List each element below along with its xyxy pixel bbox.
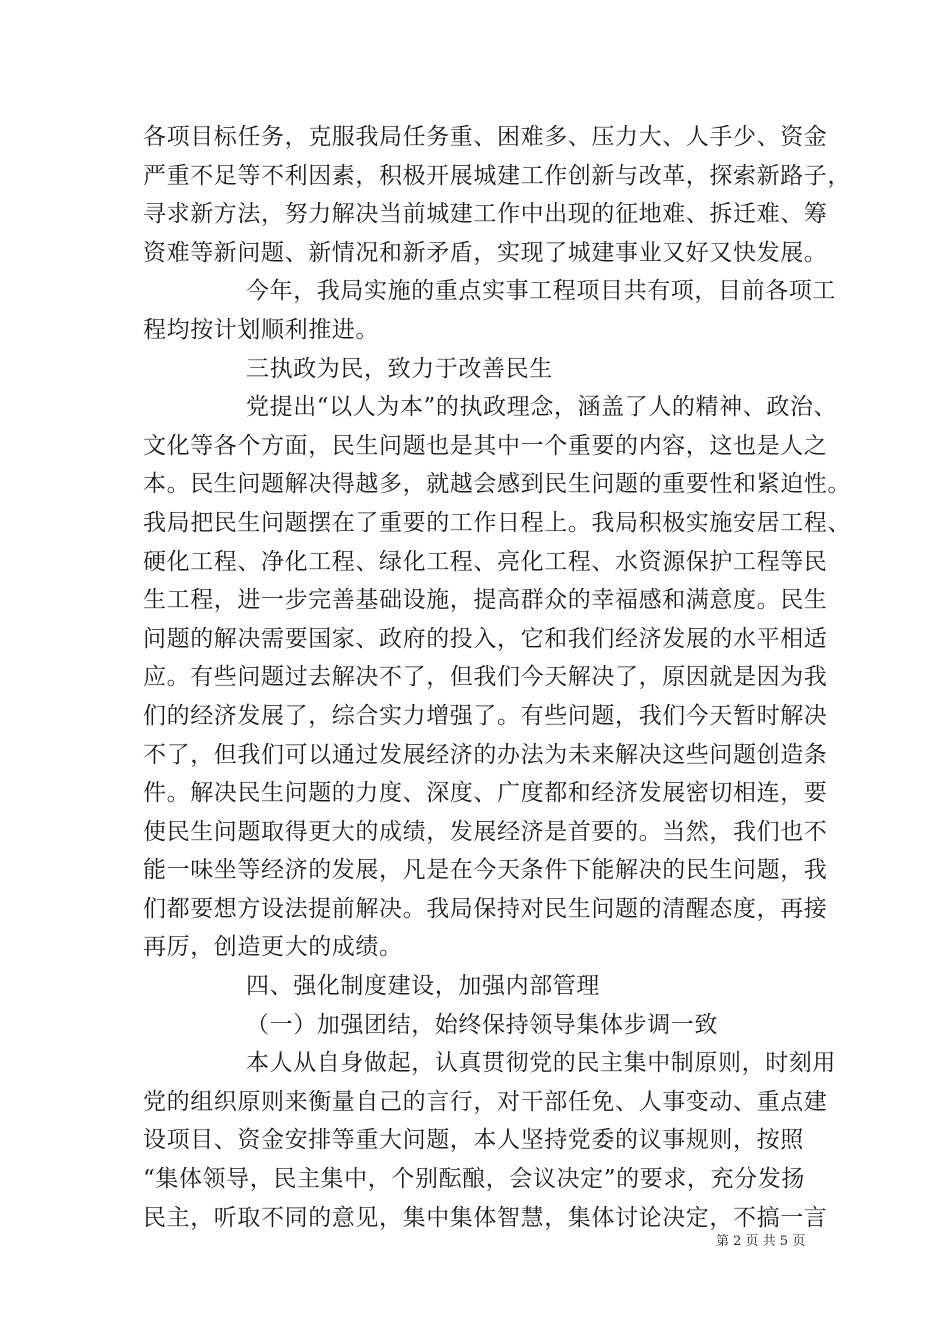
- text-line: 再厉，创造更大的成绩。: [143, 934, 403, 961]
- text-line: 本。民生问题解决得越多，就越会感到民生问题的重要性和紧迫性。: [143, 471, 851, 498]
- text-line: 问题的解决需要国家、政府的投入，它和我们经济发展的水平相适: [143, 625, 828, 652]
- text-line: 我局把民生问题摆在了重要的工作日程上。我局积极实施安居工程、: [143, 509, 851, 536]
- text-line: 三执政为民，致力于改善民生: [246, 355, 553, 382]
- text-line: 不了，但我们可以通过发展经济的办法为未来解决这些问题创造条: [143, 741, 828, 768]
- text-line: 资难等新问题、新情况和新矛盾，实现了城建事业又好又快发展。: [143, 239, 828, 266]
- text-line: 设项目、资金安排等重大问题，本人坚持党委的议事规则，按照: [143, 1127, 804, 1154]
- document-body: [143, 118, 851, 1237]
- text-line: 应。有些问题过去解决不了，但我们今天解决了，原因就是因为我: [143, 664, 828, 691]
- text-line: 文化等各个方面，民生问题也是其中一个重要的内容，这也是人之: [143, 432, 828, 459]
- text-line: 本人从自身做起，认真贯彻党的民主集中制原则，时刻用: [246, 1050, 836, 1077]
- text-line: 今年，我局实施的重点实事工程项目共有项，目前各项工: [246, 278, 836, 305]
- text-line: 党的组织原则来衡量自己的言行，对干部任免、人事变动、重点建: [143, 1088, 828, 1115]
- text-line: 严重不足等不利因素，积极开展城建工作创新与改革，探索新路子，: [143, 162, 851, 189]
- text-line: 硬化工程、净化工程、绿化工程、亮化工程、水资源保护工程等民: [143, 548, 828, 575]
- text-line: （一）加强团结，始终保持领导集体步调一致: [246, 1011, 718, 1038]
- text-line: 件。解决民生问题的力度、深度、广度都和经济发展密切相连，要: [143, 780, 828, 807]
- page-number: 第 2 页 共 5 页: [716, 1234, 806, 1249]
- text-line: 党提出“以人为本”的执政理念，涵盖了人的精神、政治、: [246, 394, 838, 421]
- text-line: 们的经济发展了，综合实力增强了。有些问题，我们今天暂时解决: [143, 702, 828, 729]
- text-line: 生工程，进一步完善基础设施，提高群众的幸福感和满意度。民生: [143, 587, 828, 614]
- text-line: 各项目标任务，克服我局任务重、困难多、压力大、人手少、资金: [143, 124, 828, 150]
- text-line: 使民生问题取得更大的成绩，发展经济是首要的。当然，我们也不: [143, 818, 828, 845]
- text-line: 寻求新方法，努力解决当前城建工作中出现的征地难、拆迁难、筹: [143, 201, 828, 228]
- text-line: 能一味坐等经济的发展，凡是在今天条件下能解决的民生问题，我: [143, 857, 828, 884]
- text-line: 四、强化制度建设，加强内部管理: [246, 973, 600, 1000]
- text-line: “集体领导，民主集中，个别酝酿，会议决定”的要求，充分发扬: [143, 1166, 805, 1193]
- text-line: 民主，听取不同的意见，集中集体智慧，集体讨论决定，不搞一言: [143, 1204, 828, 1231]
- text-line: 程均按计划顺利推进。: [143, 316, 379, 343]
- text-line: 们都要想方设法提前解决。我局保持对民生问题的清醒态度，再接: [143, 895, 828, 922]
